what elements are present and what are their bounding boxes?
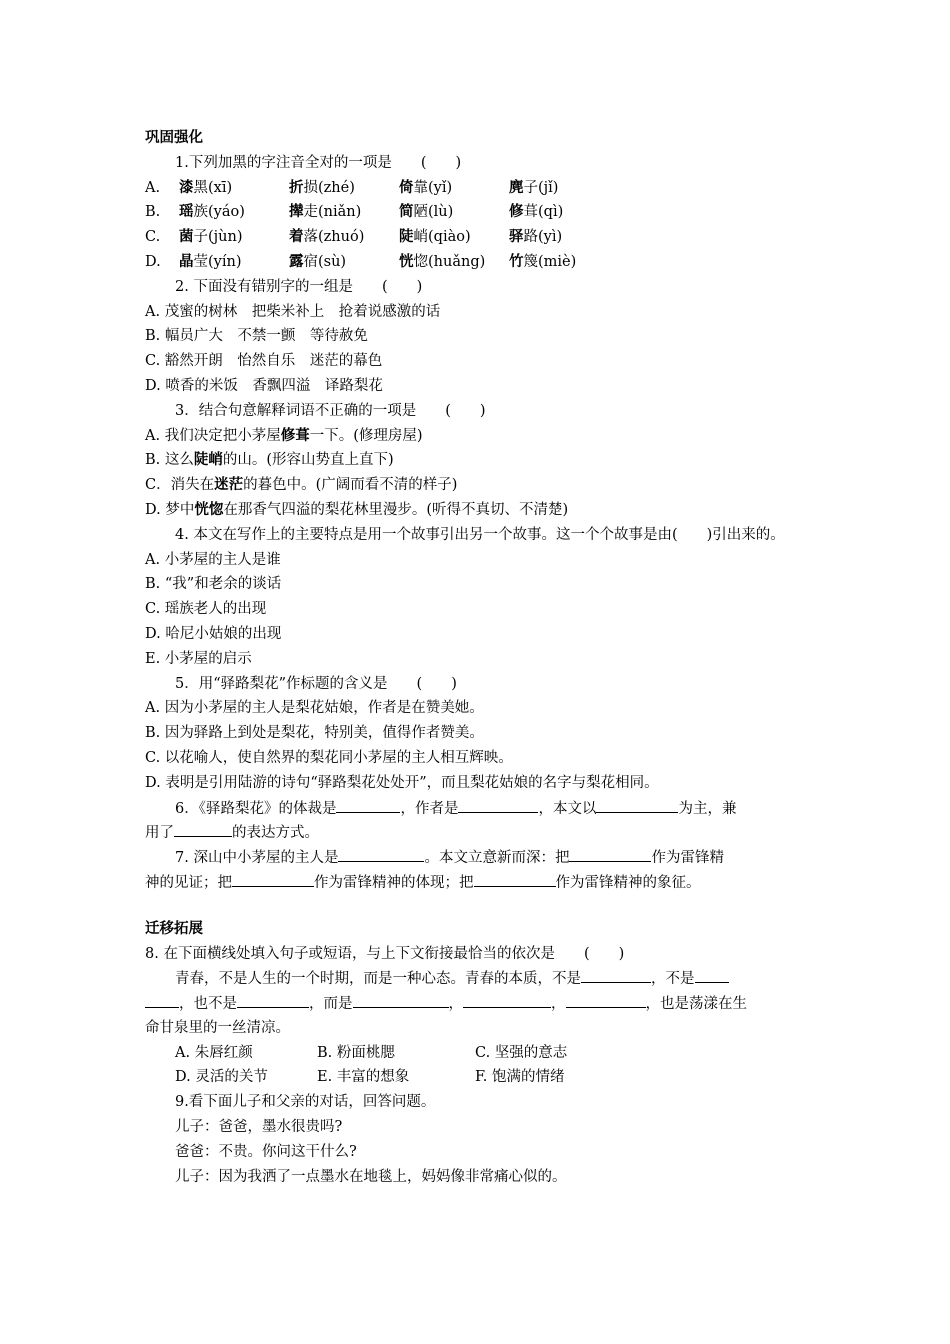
- q8-blank-6[interactable]: [566, 991, 646, 1008]
- q6-line2: 用了 的表达方式。: [145, 820, 810, 845]
- q3-term-b: 陡峭: [193, 451, 223, 469]
- q3-option-a: A. 我们决定把小茅屋修葺一下。(修理房屋): [145, 426, 423, 444]
- q1-option-item: 驿路(yì): [509, 228, 563, 246]
- q8-blank-2a[interactable]: [695, 966, 729, 983]
- q2-option-b: B. 幅员广大 不禁一颤 等待赦免: [145, 328, 368, 345]
- q8-blank-1[interactable]: [581, 966, 651, 983]
- q2-option-c: C. 豁然开朗 怡然自乐 迷茫的幕色: [145, 353, 383, 370]
- q4-option-a: A. 小茅屋的主人是谁: [145, 551, 281, 568]
- q7-line2: 神的见证；把 作为雷锋精神的体现；把 作为雷锋精神的象征。: [145, 870, 810, 895]
- q1-option-item: 陡峭(qiào): [399, 228, 471, 246]
- q2-option-d: D. 喷香的米饭 香飘四溢 译路梨花: [145, 377, 383, 394]
- q4-stem: 4. 本文在写作上的主要特点是用一个故事引出另一个故事。这一个个故事是由( )引出来的。: [175, 526, 785, 543]
- q1-option-item: 着落(zhuó): [289, 228, 365, 246]
- q2-option-a: A. 茂蜜的树林 把柴米补上 抢着说感激的话: [145, 303, 441, 320]
- q3-term-c: 迷茫: [214, 476, 244, 494]
- q1-option-item: 修葺(qì): [509, 203, 564, 221]
- q4-option-e: E. 小茅屋的启示: [145, 650, 252, 667]
- q2-stem: 2. 下面没有错别字的一组是 ( ): [175, 278, 423, 295]
- worksheet-page: [145, 126, 810, 1189]
- q8-passage-line1: 青春，不是人生的一个时期，而是一种心态。青春的本质，不是 ，不是: [145, 966, 810, 991]
- q7-blank-witness[interactable]: [569, 845, 651, 862]
- q8-option-e: E. 丰富的想象: [317, 1069, 410, 1086]
- q1-option-item: 麂子(jǐ): [509, 178, 559, 196]
- q6-blank-secondary-mode[interactable]: [174, 820, 232, 837]
- q7-blank-owner[interactable]: [338, 845, 424, 862]
- q8-options-row2: [145, 1065, 810, 1090]
- q3-option-b: B. 这么陡峭的山。(形容山势直上直下): [145, 451, 394, 469]
- q1-option-a: [145, 176, 810, 201]
- q1-option-item: 漆黑(xī): [179, 178, 233, 196]
- q8-option-f: F. 饱满的情绪: [475, 1069, 565, 1086]
- q6-blank-genre[interactable]: [336, 796, 400, 813]
- q1-option-item: 竹篾(miè): [509, 252, 577, 270]
- q8-options-row1: [145, 1041, 810, 1066]
- q5-option-b: B. 因为驿路上到处是梨花，特别美，值得作者赞美。: [145, 725, 484, 742]
- q1-option-item: 折损(zhé): [289, 178, 355, 196]
- section-title-consolidation: 巩固强化: [145, 130, 203, 146]
- q1-option-c: [145, 225, 810, 250]
- q8-passage-line2: ，也不是 ，而是 ， ， ，也是荡漾在生: [145, 991, 810, 1016]
- q1-option-item: 倚靠(yǐ): [399, 178, 453, 196]
- q9-dialog-line2: 爸爸：不贵。你问这干什么?: [175, 1143, 357, 1160]
- q8-blank-5[interactable]: [463, 991, 551, 1008]
- q1-option-item: 瑶族(yáo): [179, 203, 245, 221]
- q7-blank-embodiment[interactable]: [232, 870, 314, 887]
- q3-option-c: C．消失在迷茫的暮色中。(广阔而看不清的样子): [145, 476, 458, 494]
- q7-line1: 7. 深山中小茅屋的主人是 。本文立意新而深：把 作为雷锋精: [145, 845, 810, 870]
- q3-option-d: D. 梦中恍惚在那香气四溢的梨花林里漫步。(听得不真切、不清楚): [145, 500, 569, 518]
- q6-blank-author[interactable]: [458, 796, 538, 813]
- q8-blank-4[interactable]: [353, 991, 449, 1008]
- q8-blank-2b[interactable]: [145, 991, 179, 1008]
- q3-term-a: 修葺: [280, 426, 310, 444]
- q4-option-b: B. “我”和老余的谈话: [145, 576, 282, 593]
- q9-dialog-line1: 儿子：爸爸，墨水很贵吗?: [175, 1119, 343, 1136]
- q1-options: [145, 176, 810, 275]
- q3-term-d: 恍惚: [194, 500, 224, 518]
- q1-option-label: C.: [145, 229, 161, 246]
- q8-option-c: C. 坚强的意志: [475, 1044, 568, 1061]
- q5-option-a: A. 因为小茅屋的主人是梨花姑娘，作者是在赞美她。: [145, 700, 484, 717]
- q1-option-label: B.: [145, 204, 161, 221]
- q8-blank-3[interactable]: [237, 991, 309, 1008]
- q1-option-item: 晶莹(yín): [179, 252, 242, 270]
- q4-option-c: C. 瑶族老人的出现: [145, 601, 267, 618]
- q1-option-item: 撵走(niǎn): [289, 203, 362, 221]
- q6-blank-main-mode[interactable]: [596, 796, 678, 813]
- q9-stem: 9.看下面儿子和父亲的对话，回答问题。: [175, 1094, 436, 1111]
- section-title-extension: 迁移拓展: [145, 920, 203, 937]
- q5-option-d: D. 表明是引用陆游的诗句“驿路梨花处处开”，而且梨花姑娘的名字与梨花相同。: [145, 774, 659, 791]
- q8-passage-line3: 命甘泉里的一丝清凉。: [145, 1019, 290, 1036]
- q6-line1: 6．《驿路梨花》的体裁是 ，作者是 ，本文以 为主，兼: [145, 796, 810, 821]
- q8-option-d: D. 灵活的关节: [175, 1069, 268, 1086]
- q1-option-item: 简陋(lù): [399, 203, 454, 221]
- q8-option-a: A. 朱唇红颜: [175, 1044, 253, 1061]
- q1-option-item: 恍惚(huǎng): [399, 252, 486, 270]
- q1-option-label: A.: [145, 179, 161, 196]
- q1-option-item: 菌子(jùn): [179, 228, 243, 246]
- q5-stem: 5．用“驿路梨花”作标题的含义是 ( ): [175, 675, 457, 692]
- q8-option-b: B. 粉面桃腮: [317, 1044, 395, 1061]
- q1-option-label: D.: [145, 253, 161, 270]
- q7-blank-symbol[interactable]: [474, 870, 556, 887]
- q1-stem: 1.下列加黑的字注音全对的一项是 ( ): [175, 154, 462, 171]
- q1-option-item: 露宿(sù): [289, 252, 347, 270]
- q1-option-b: [145, 200, 810, 225]
- q5-option-c: C. 以花喻人，使自然界的梨花同小茅屋的主人相互辉映。: [145, 749, 513, 766]
- q8-stem: 8. 在下面横线处填入句子或短语，与上下文衔接最恰当的依次是 ( ): [145, 945, 625, 962]
- q1-option-d: [145, 250, 810, 275]
- q9-dialog-line3: 儿子：因为我洒了一点墨水在地毯上，妈妈像非常痛心似的。: [175, 1168, 567, 1185]
- q3-stem: 3．结合句意解释词语不正确的一项是 ( ): [175, 402, 486, 419]
- q4-option-d: D. 哈尼小姑娘的出现: [145, 625, 282, 642]
